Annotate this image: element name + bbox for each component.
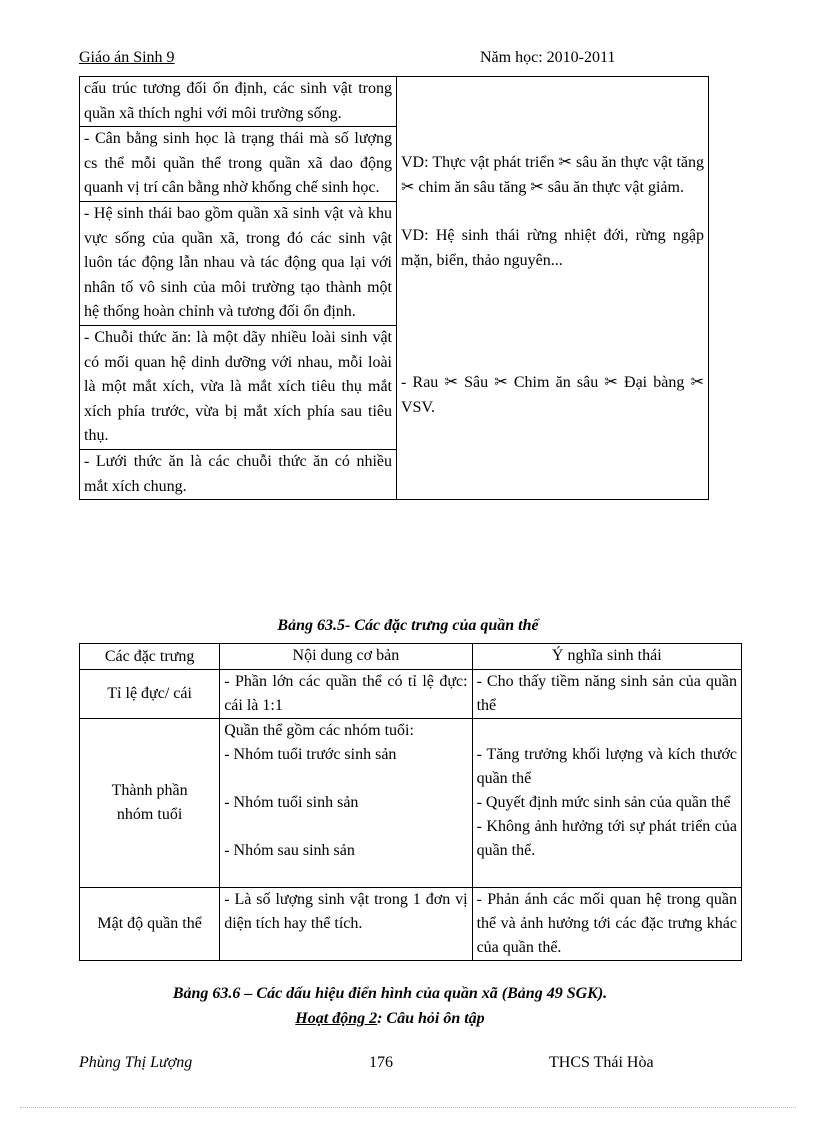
characteristic-content [220,719,472,888]
example-ecosystem: VD: Hệ sinh thái rừng nhiệt đới, rừng ngập mặn, biển, thảo nguyên... [401,227,704,269]
table-cell: cấu trúc tương đối ổn định, các sinh vật trong quần xã thích nghi với môi trường sống. [80,77,397,127]
characteristic-name: Tỉ lệ đực/ cái [80,670,220,719]
meaning-item: - Quyết định mức sinh sản của quần thể [476,794,731,811]
meaning-item: - Tăng trưởng khối lượng và kích thước quần thể [476,746,737,787]
page-header [79,49,709,71]
footer-school: THCS Thái Hòa [549,1054,654,1071]
table-cell: - Lưới thức ăn là các chuỗi thức ăn có nhiều mắt xích chung. [80,449,397,499]
example-food-chain: - Rau ✂ Sâu ✂ Chim ăn sâu ✂ Đại bàng ✂ VSV. [401,374,704,416]
table-caption-63-6: Bảng 63.6 – Các dấu hiệu điển hình của quần xã (Bảng 49 SGK). [172,985,608,1002]
page-number: 176 [369,1054,393,1071]
content-intro: Quần thể gồm các nhóm tuổi: [224,722,414,739]
column-header: Nội dung cơ bản [220,644,472,670]
meaning-item: - Không ảnh hưởng tới sự phát triển của quần thể. [476,818,737,859]
characteristic-content: - Là số lượng sinh vật trong 1 đơn vị diện tích hay thể tích. [220,888,472,961]
table-cell: - Chuỗi thức ăn: là một dãy nhiều loài sinh vật có mối quan hệ dinh dưỡng với nhau, mỗi loài là một mắt xích, vừa là mắt xích tiêu thụ mắt xích phía trước, vừa bị mắt xích phía sau tiêu thụ. [80,325,397,449]
column-header: Các đặc trưng [80,644,220,670]
summary-table [79,76,709,500]
table-header-row [80,644,742,670]
characteristic-meaning: - Phản ánh các mối quan hệ trong quần thể và ảnh hưởng tới các đặc trưng khác của quần thể. [472,888,741,961]
table-row [80,77,709,127]
table-row [80,670,742,719]
page-footer [79,1054,709,1078]
content-item: - Nhóm tuổi trước sinh sản [224,746,397,763]
page-border-line [20,1107,796,1108]
header-subject: Giáo án Sinh 9 [79,49,175,66]
table-row [80,719,742,888]
table-cell: - Cân bằng sinh học là trạng thái mà số lượng cs thể mỗi quần thể trong quần xã dao động quanh vị trí cân bằng nhờ khống chế sinh học. [80,127,397,202]
table-row [80,888,742,961]
content-item: - Nhóm sau sinh sản [224,842,355,859]
footer-author: Phùng Thị Lượng [79,1054,193,1071]
characteristic-name: Thành phần nhóm tuổi [80,719,220,888]
example-balance: VD: Thực vật phát triển ✂ sâu ăn thực vật tăng ✂ chim ăn sâu tăng ✂ sâu ăn thực vật giảm. [401,154,704,196]
characteristic-meaning: - Cho thấy tiềm năng sinh sản của quần thể [472,670,741,719]
activity-heading [0,1010,780,1028]
column-header: Ý nghĩa sinh thái [472,644,741,670]
activity-label: Hoạt động 2 [295,1010,378,1027]
population-characteristics-table [79,643,742,961]
characteristic-content: - Phần lớn các quần thể có tỉ lệ đực: cái là 1:1 [220,670,472,719]
table-cell: - Hệ sinh thái bao gồm quần xã sinh vật và khu vực sống của quần xã, trong đó các sinh vật luôn tác động lẫn nhau và tác động qua lại với nhân tố vô sinh của môi trường tạo thành một hệ thống hoàn chỉnh và tương đối ổn định. [80,201,397,325]
characteristic-name: Mật độ quần thể [80,888,220,961]
content-item: - Nhóm tuổi sinh sản [224,794,359,811]
header-school-year: Năm học: 2010-2011 [480,49,616,66]
table-caption-63-5: Bảng 63.5- Các đặc trưng của quần thể [277,617,539,634]
characteristic-meaning [472,719,741,888]
table-cell-examples [397,77,709,500]
activity-title: : Câu hỏi ôn tập [377,1010,485,1027]
